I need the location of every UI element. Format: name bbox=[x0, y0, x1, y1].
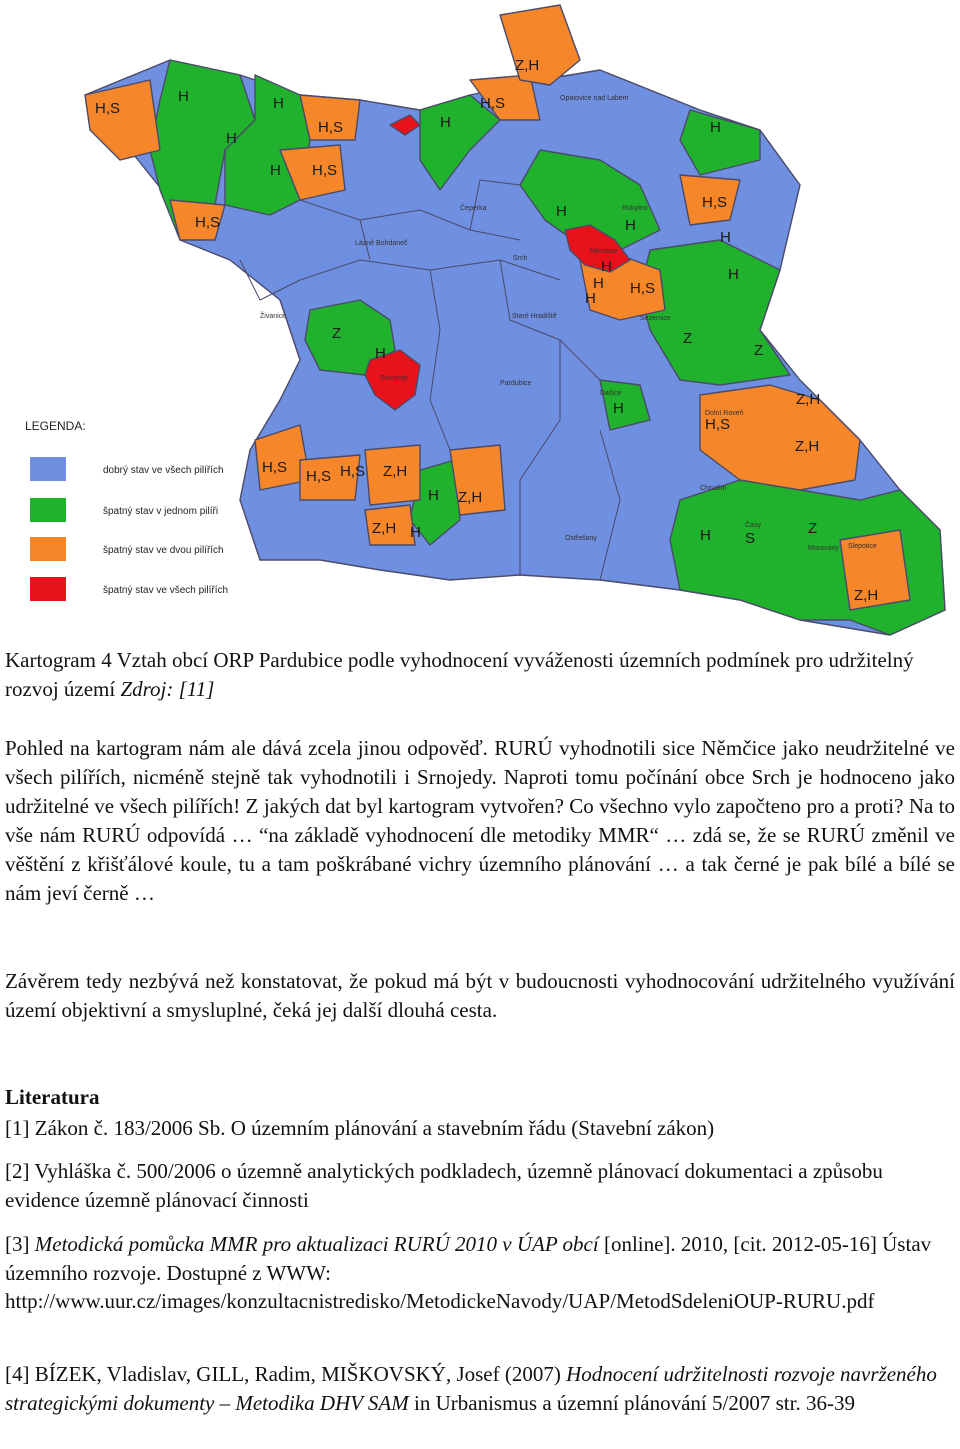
map-label: H bbox=[410, 524, 421, 541]
map-label: H bbox=[585, 290, 596, 307]
place-name: Živanice bbox=[260, 313, 287, 320]
map-label: H bbox=[556, 203, 567, 220]
legend-label: špatný stav ve dvou pilířích bbox=[103, 545, 224, 556]
place-name: Němčice bbox=[590, 248, 618, 255]
map-label: Z,H bbox=[515, 57, 540, 74]
place-name: Dolní Roveň bbox=[705, 410, 744, 417]
literature-heading: Literatura bbox=[5, 1085, 100, 1109]
map-label: Z,H bbox=[854, 587, 879, 604]
map-label: H,S bbox=[630, 280, 656, 297]
place-name: Moravany bbox=[808, 545, 839, 552]
map-label: Z,H bbox=[795, 438, 820, 455]
map-regions bbox=[85, 5, 945, 635]
map-label: H,S bbox=[262, 459, 288, 476]
place-name: Dašice bbox=[600, 390, 622, 397]
legend-swatch-orange bbox=[30, 537, 66, 561]
map-label: H bbox=[720, 229, 731, 246]
map-label: H,S bbox=[318, 119, 344, 136]
place-name: Opatovice nad Labem bbox=[560, 95, 629, 102]
map-label: H,S bbox=[312, 162, 338, 179]
caption-source: Zdroj: [11] bbox=[120, 677, 215, 701]
map-label: H bbox=[178, 88, 189, 105]
reference-3-number: [3] bbox=[5, 1232, 35, 1256]
map-label: H bbox=[428, 487, 439, 504]
map-label: H bbox=[375, 345, 386, 362]
legend-swatch-red bbox=[30, 577, 66, 601]
map-label: H,S bbox=[95, 100, 121, 117]
map-label: Z,H bbox=[796, 391, 821, 408]
reference-1: [1] Zákon č. 183/2006 Sb. O územním plánování a stavebním řádu (Stavební zákon) bbox=[5, 1116, 715, 1140]
map-label: Z bbox=[808, 520, 818, 537]
map-label: Z bbox=[683, 330, 693, 347]
region-orange-topright bbox=[500, 5, 580, 85]
reference-4-details: in Urbanismus a územní plánování 5/2007 str. 36-39 bbox=[408, 1390, 855, 1415]
map-legend bbox=[25, 419, 228, 601]
place-name: Rokytno bbox=[622, 205, 648, 212]
kartogram-map bbox=[0, 0, 960, 640]
paragraph-2: Závěrem tedy nezbývá než konstatovat, že pokud má být v budoucnosti vyhodnocování udržitelného využívání území objektivní a smysluplné, čeká jej další dlouhá cesta. bbox=[5, 969, 955, 1022]
map-label: Z,H bbox=[458, 489, 483, 506]
map-label: H,S bbox=[480, 95, 506, 112]
map-label: H bbox=[601, 258, 612, 275]
legend-label: špatný stav ve všech pilířích bbox=[103, 585, 229, 596]
place-name: Časy bbox=[745, 522, 761, 529]
reference-4-authors: [4] BÍZEK, Vladislav, GILL, Radim, MIŠKOVSKÝ, Josef (2007) bbox=[5, 1362, 567, 1386]
map-label: H,S bbox=[702, 194, 728, 211]
place-name: Pardubice bbox=[500, 380, 532, 387]
place-name: Srnojedy bbox=[380, 375, 408, 382]
place-name: Lázně Bohdaneč bbox=[355, 240, 408, 247]
legend-label: dobrý stav ve všech pilířích bbox=[103, 465, 224, 476]
reference-4 bbox=[5, 1360, 955, 1417]
map-label: H,S bbox=[306, 468, 332, 485]
caption-text: Kartogram 4 Vztah obcí ORP Pardubice podle vyhodnocení vyváženosti územních podmínek pro udržitelný rozvoj území bbox=[5, 648, 914, 701]
map-label: H bbox=[270, 162, 281, 179]
map-label: H bbox=[625, 217, 636, 234]
place-name: Ostřešany bbox=[565, 535, 597, 542]
map-label: Z,H bbox=[383, 463, 408, 480]
reference-3 bbox=[5, 1230, 955, 1316]
map-label: H bbox=[226, 130, 237, 147]
place-name: Čeperka bbox=[460, 205, 487, 212]
map-label: H bbox=[728, 266, 739, 283]
map-label: H,S bbox=[195, 214, 221, 231]
place-name: Slepotice bbox=[848, 543, 877, 550]
legend-swatch-green bbox=[30, 498, 66, 522]
legend-swatch-blue bbox=[30, 457, 66, 481]
map-label: H bbox=[710, 119, 721, 136]
map-label: Z bbox=[754, 342, 764, 359]
reference-2: [2] Vyhláška č. 500/2006 o územně analytických podkladech, územně plánovací dokumentaci a způsobu evidence územně plánovací činnosti bbox=[5, 1159, 883, 1212]
map-label: H bbox=[273, 95, 284, 112]
place-name: Chrudim bbox=[700, 485, 727, 492]
reference-3-details[interactable]: [online]. 2010, [cit. 2012-05-16] Ústav územního rozvoje. Dostupné z WWW: http://www.uur.cz/images/konzultacnistredisko/MetodickeNavody/UAP/MetodSdeleniOUP-RURU.pdf bbox=[5, 1232, 932, 1313]
legend-label: špatný stav v jednom pilíři bbox=[103, 506, 219, 517]
map-label: H bbox=[593, 275, 604, 292]
reference-4-title: Hodnocení udržitelnosti rozvoje navrženého strategickými dokumenty – Metodika DHV SAM bbox=[5, 1362, 937, 1415]
place-name: Srch bbox=[513, 255, 528, 262]
map-label: H bbox=[700, 527, 711, 544]
map-label: H bbox=[613, 400, 624, 417]
map-label: H,S bbox=[340, 463, 366, 480]
region-orange-nw bbox=[85, 80, 160, 160]
map-label: Z,H bbox=[372, 520, 397, 537]
map-label: S bbox=[745, 530, 756, 547]
reference-3-title: Metodická pomůcka MMR pro aktualizaci RURÚ 2010 v ÚAP obcí bbox=[34, 1232, 599, 1256]
place-name: Staré Hradiště bbox=[512, 313, 557, 320]
paragraph-1: Pohled na kartogram nám ale dává zcela jinou odpověď. RURÚ vyhodnotili sice Němčice jako neudržitelné ve všech pilířích, nicméně stejně tak vyhodnotili i Srnojedy. Naproti tomu počínání obce Srch je hodnoceno jako udržitelné ve všech pilířích! Z jakých dat byl kartogram vytvořen? Co všechno vylo započteno pro a proti? Na to vše nám RURÚ odpovídá … “na základě vyhodnocení dle metodiky MMR“ … zdá se, že se RURÚ změnil ve věštění z křišťálové koule, tu a tam poškrábané vichry územního plánování … a tak černé je pak bílé a bílé se nám jeví černě … bbox=[5, 736, 955, 905]
map-label: H bbox=[440, 114, 451, 131]
map-caption bbox=[5, 646, 955, 704]
place-name: Sezemice bbox=[640, 315, 671, 322]
map-label: Z bbox=[332, 325, 342, 342]
map-label: H,S bbox=[705, 416, 731, 433]
legend-title: LEGENDA: bbox=[25, 419, 86, 433]
